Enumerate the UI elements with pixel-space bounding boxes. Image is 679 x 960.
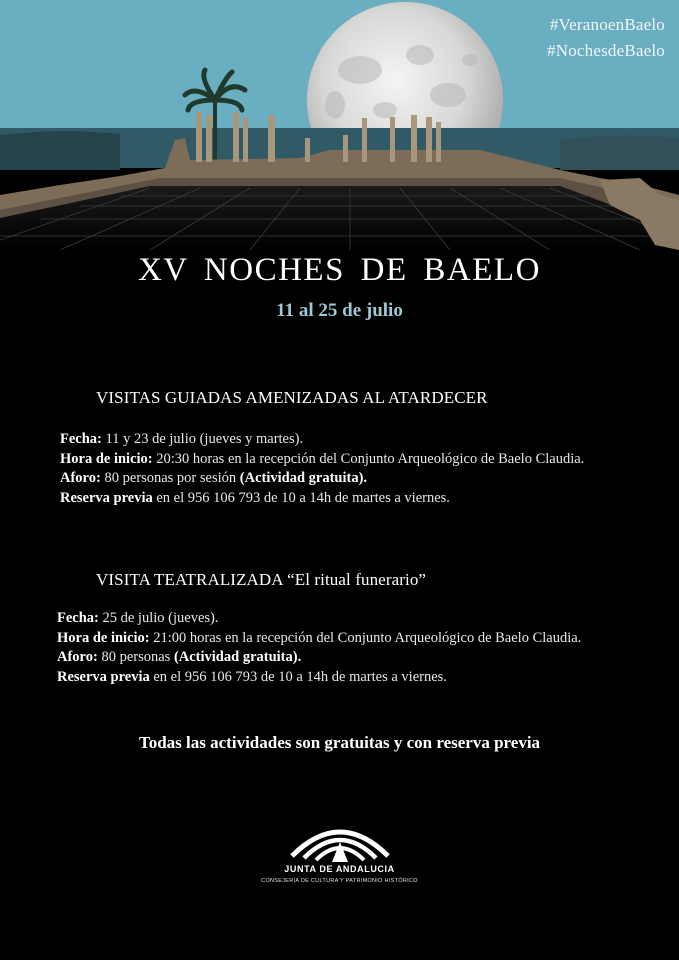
- a1-aforo-value: 80 personas por sesión: [100, 470, 240, 486]
- hashtag-noches: #NochesdeBaelo: [547, 41, 665, 60]
- a1-hora-label: Hora de inicio:: [60, 450, 153, 467]
- a2-hora-label: Hora de inicio:: [57, 629, 150, 646]
- a2-fecha-value: 25 de julio (jueves).: [98, 610, 219, 626]
- a2-reserva-value: en el 956 106 793 de 10 a 14h de martes a viernes.: [149, 668, 447, 685]
- hashtags: [547, 12, 665, 64]
- activity2-title: VISITA TEATRALIZADA “El ritual funerario”: [96, 570, 427, 589]
- a1-reserva-value: en el 956 106 793 de 10 a 14h de martes a viernes.: [152, 489, 450, 506]
- a1-aforo-note: (Actividad gratuita).: [239, 470, 368, 486]
- activity1-title: VISITAS GUIADAS AMENIZADAS AL ATARDECER: [96, 388, 488, 407]
- logo-department: CONSEJERÍA DE CULTURA Y PATRIMONIO HISTÓRICO: [261, 878, 418, 884]
- a1-reserva-label: Reserva previa: [60, 489, 153, 506]
- activity2-info: [57, 609, 581, 687]
- footer-note: Todas las actividades son gratuitas y con reserva previa: [138, 733, 541, 752]
- hashtag-verano: #VeranoenBaelo: [549, 15, 665, 34]
- activity1-info: [60, 430, 584, 508]
- page-title: XV NOCHES DE BAELO: [138, 252, 541, 288]
- logo-name: JUNTA DE ANDALUCIA: [284, 864, 395, 874]
- a2-hora-value: 21:00 horas en la recepción del Conjunto Arqueológico de Baelo Claudia.: [149, 629, 582, 646]
- a2-reserva-label: Reserva previa: [57, 668, 150, 685]
- event-dates: 11 al 25 de julio: [276, 300, 403, 321]
- a2-fecha-label: Fecha:: [57, 610, 99, 626]
- a1-fecha-value: 11 y 23 de julio (jueves y martes).: [101, 431, 304, 447]
- a2-aforo-label: Aforo:: [57, 649, 98, 665]
- a1-aforo-label: Aforo:: [60, 470, 101, 486]
- a2-aforo-note: (Actividad gratuita).: [173, 649, 302, 665]
- a2-aforo-value: 80 personas: [97, 649, 174, 665]
- a1-hora-value: 20:30 horas en la recepción del Conjunto Arqueológico de Baelo Claudia.: [152, 450, 585, 467]
- a1-fecha-label: Fecha:: [60, 431, 102, 447]
